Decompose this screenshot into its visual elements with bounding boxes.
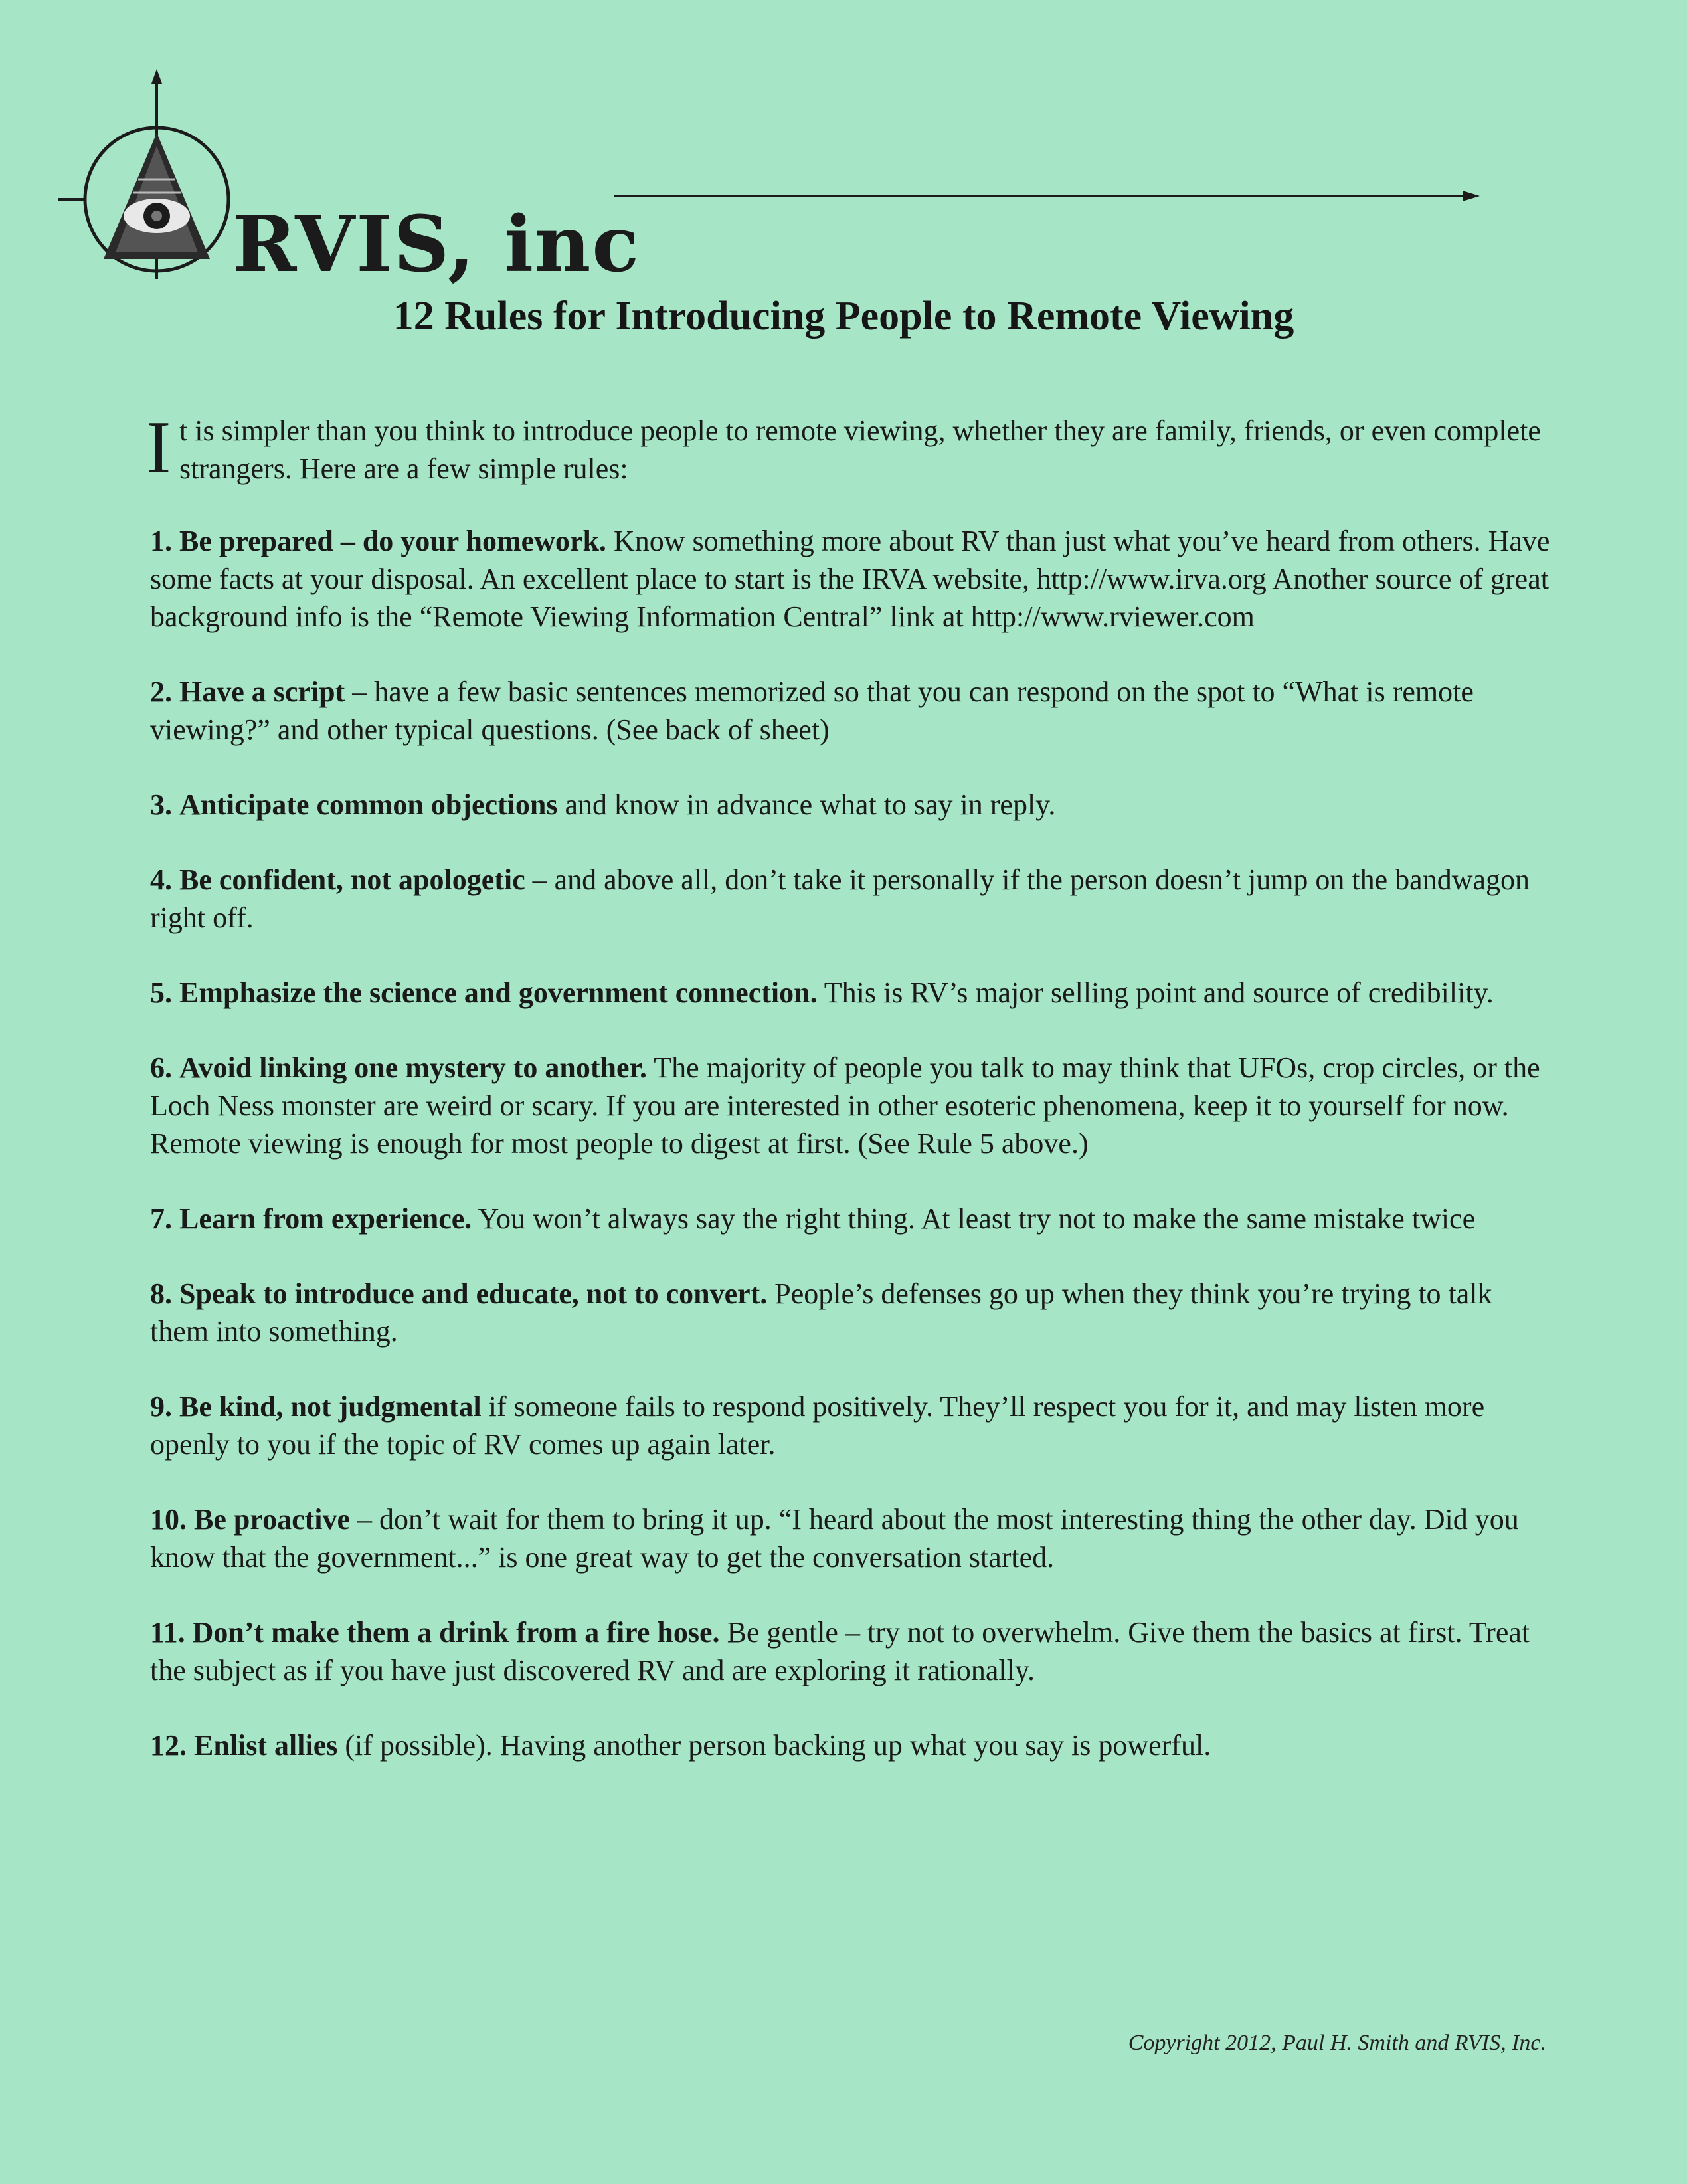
rule-heading: Avoid linking one mystery to another.	[179, 1051, 648, 1084]
rule-body: if someone fails to respond positively. They’ll respect you for it, and may listen more openly to you if the topic of RV comes up again later.	[150, 1390, 1485, 1461]
rule-body: People’s defenses go up when they think you’re trying to talk them into something.	[150, 1277, 1492, 1348]
rule-body: Know something more about RV than just what you’ve heard from others. Have some facts at your disposal. An excellent place to start is the IRVA website, http://www.irva.org Another source of great background info is the “Remote Viewing Information Central” link at http://www.rviewer.com	[150, 525, 1550, 633]
rule-number: 7.	[150, 1202, 172, 1235]
page-title: 12 Rules for Introducing People to Remote Viewing	[393, 294, 1294, 339]
rule-heading: Be proactive	[194, 1503, 351, 1536]
rule-item	[150, 974, 1552, 1012]
rule-body: – have a few basic sentences memorized so that you can respond on the spot to “What is remote viewing?” and other typical questions. (See back of sheet)	[150, 676, 1474, 746]
rule-number: 3.	[150, 788, 172, 821]
rule-number: 12.	[150, 1729, 187, 1762]
rule-body: The majority of people you talk to may think that UFOs, crop circles, or the Loch Ness monster are weird or scary. If you are interested in other esoteric phenomena, keep it to yourself for now. Remote viewing is enough for most people to digest at first. (See Rule 5 above.)	[150, 1051, 1540, 1160]
rule-heading: Enlist allies	[194, 1729, 338, 1762]
rules-content	[146, 407, 1552, 1801]
rule-number: 10.	[150, 1503, 187, 1536]
rule-heading: Emphasize the science and government connection.	[179, 976, 818, 1009]
rule-item	[150, 1200, 1552, 1237]
rule-item	[150, 1275, 1552, 1350]
rule-body: You won’t always say the right thing. At least try not to make the same mistake twice	[472, 1202, 1476, 1235]
intro-text: t is simpler than you think to introduce people to remote viewing, whether they are family, friends, or even complete strangers. Here are a few simple rules:	[179, 414, 1541, 485]
rule-heading: Be kind, not judgmental	[179, 1390, 482, 1423]
rule-number: 9.	[150, 1390, 172, 1423]
intro-paragraph	[146, 407, 1552, 489]
rule-number: 5.	[150, 976, 172, 1009]
dropcap-letter: I	[146, 407, 171, 489]
rule-body: Be gentle – try not to overwhelm. Give them the basics at first. Treat the subject as if you have just discovered RV and are exploring it rationally.	[150, 1616, 1530, 1686]
rule-item	[150, 786, 1552, 824]
rule-body: This is RV’s major selling point and source of credibility.	[817, 976, 1494, 1009]
copyright-notice: Copyright 2012, Paul H. Smith and RVIS, Inc.	[1128, 2031, 1546, 2055]
rule-number: 6.	[150, 1051, 172, 1084]
rule-item	[150, 861, 1552, 937]
rule-heading: Be prepared – do your homework.	[179, 525, 606, 557]
rule-number: 8.	[150, 1277, 172, 1310]
rule-item	[150, 1049, 1552, 1162]
rule-item	[150, 673, 1552, 749]
rule-body: and know in advance what to say in reply.	[557, 788, 1056, 821]
rule-item	[150, 1613, 1552, 1689]
rule-item	[150, 1726, 1552, 1764]
rule-body: (if possible). Having another person backing up what you say is powerful.	[337, 1729, 1211, 1762]
rule-heading: Don’t make them a drink from a fire hose.	[192, 1616, 720, 1649]
rule-item	[150, 1388, 1552, 1463]
rule-body: – don’t wait for them to bring it up. “I heard about the most interesting thing the other day. Did you know that the government...” is one great way to get the conversation started.	[150, 1503, 1519, 1574]
brand-header	[58, 66, 1486, 290]
brand-name: RVIS, inc	[232, 199, 640, 290]
rule-number: 2.	[150, 676, 172, 708]
rule-number: 4.	[150, 864, 172, 896]
rule-heading: Learn from experience.	[179, 1202, 472, 1235]
rule-item	[150, 1501, 1552, 1576]
rule-number: 1.	[150, 525, 172, 557]
rule-body: – and above all, don’t take it personally if the person doesn’t jump on the bandwagon right off.	[150, 864, 1530, 934]
rule-number: 11.	[150, 1616, 185, 1649]
rule-heading: Have a script	[179, 676, 345, 708]
rule-heading: Anticipate common objections	[179, 788, 558, 821]
rule-heading: Speak to introduce and educate, not to convert.	[179, 1277, 768, 1310]
rule-item	[150, 522, 1552, 636]
rule-heading: Be confident, not apologetic	[179, 864, 525, 896]
